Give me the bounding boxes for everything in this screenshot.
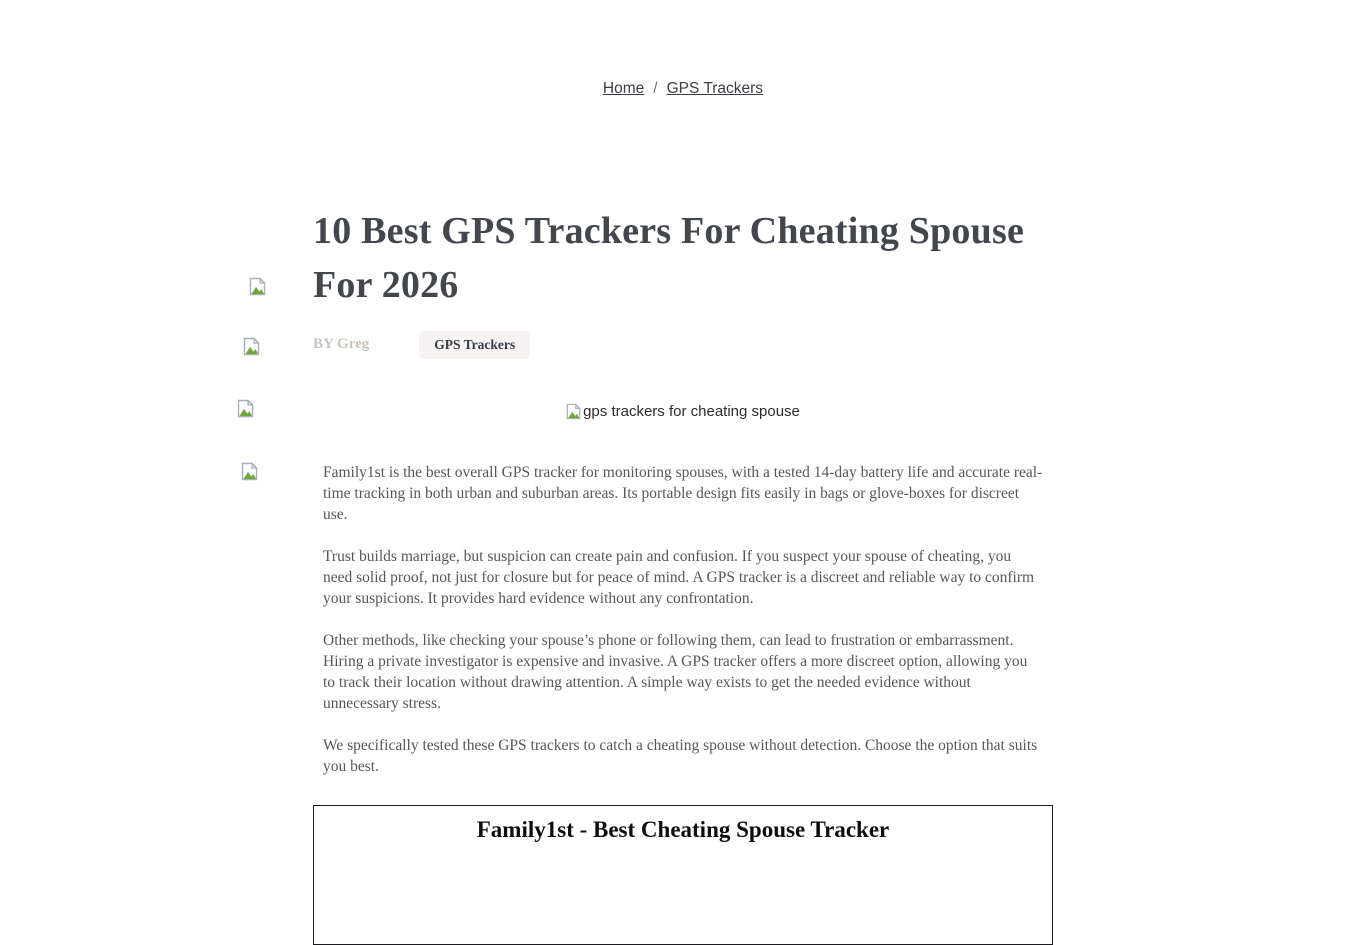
breadcrumb-link-home[interactable]: Home bbox=[602, 80, 645, 97]
paragraph: Other methods, like checking your spouse’s phone or following them, can lead to frustration or embarrassment. Hiring a private investigator is expensive and invasive. A GPS tracker offers a more discreet option, allowing you to track their location without drawing attention. A simple way exists to get the needed evidence without unnecessary stress. bbox=[323, 631, 1028, 712]
broken-image-icon[interactable] bbox=[249, 277, 266, 296]
broken-image-icon bbox=[566, 403, 581, 420]
hero-image-broken bbox=[313, 403, 1053, 420]
broken-image-icon bbox=[249, 277, 266, 296]
article-content bbox=[313, 0, 1053, 945]
breadcrumb-link-gps-trackers[interactable]: GPS Trackers bbox=[666, 80, 764, 97]
page-title: 10 Best GPS Trackers For Cheating Spouse For 2026 bbox=[313, 210, 1025, 306]
hero-image-alt-text: gps trackers for cheating spouse bbox=[583, 402, 800, 420]
broken-image-icon[interactable] bbox=[237, 399, 254, 418]
author-byline: BY Greg bbox=[313, 336, 370, 353]
article-body bbox=[313, 462, 1053, 777]
category-badge[interactable]: GPS Trackers bbox=[419, 331, 530, 359]
broken-image-icon bbox=[241, 462, 258, 481]
broken-image-icon bbox=[243, 337, 260, 356]
product-box-heading: Family1st - Best Cheating Spouse Tracker bbox=[476, 816, 890, 842]
broken-image-icon bbox=[237, 399, 254, 418]
breadcrumb-separator: / bbox=[653, 80, 658, 97]
paragraph: Trust builds marriage, but suspicion can create pain and confusion. If you suspect your spouse of cheating, you need solid proof, not just for closure but for peace of mind. A GPS tracker is a discreet and reliable way to confirm your suspicions. It provides hard evidence without any confrontation. bbox=[323, 547, 1035, 607]
paragraph: Family1st is the best overall GPS tracker for monitoring spouses, with a tested 14-day battery life and accurate real-time tracking in both urban and suburban areas. Its portable design fits easily in bags or glove-boxes for discreet use. bbox=[323, 463, 1043, 523]
byline-row bbox=[313, 331, 1053, 359]
broken-image-icon[interactable] bbox=[243, 337, 260, 356]
product-box-family1st bbox=[313, 805, 1053, 945]
broken-image-icon[interactable] bbox=[241, 462, 258, 481]
paragraph: We specifically tested these GPS trackers to catch a cheating spouse without detection. Choose the option that suits you best. bbox=[323, 736, 1038, 775]
